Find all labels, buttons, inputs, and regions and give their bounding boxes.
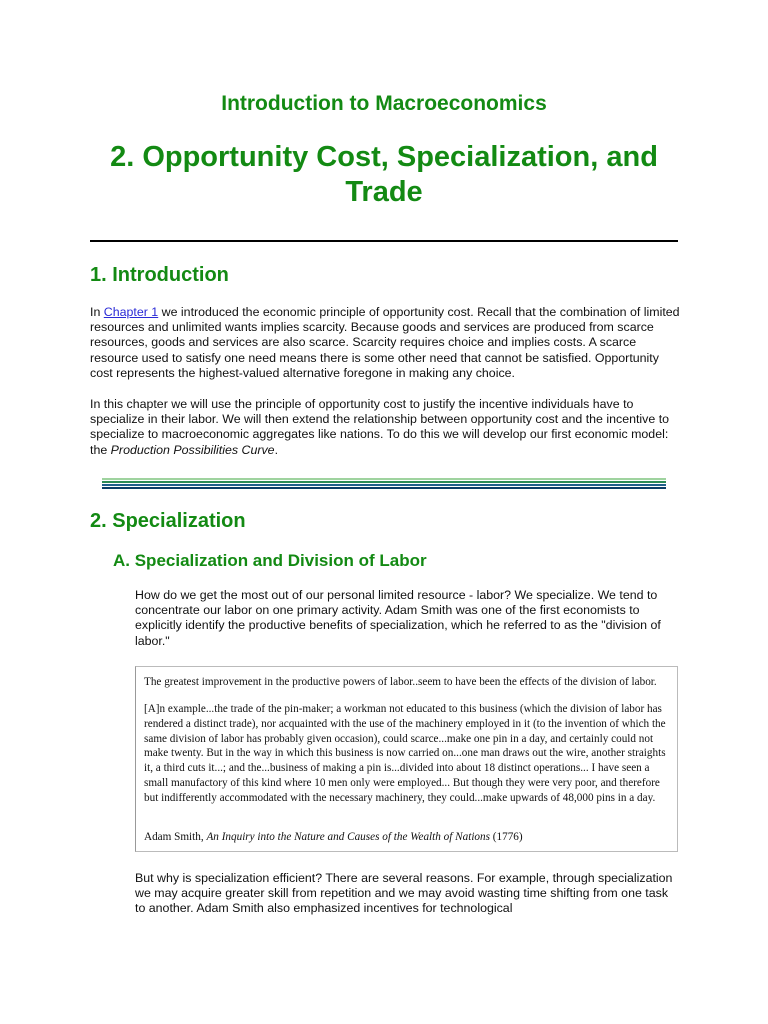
ppc-term: Production Possibilities Curve <box>110 442 275 457</box>
intro-p2-end: . <box>274 442 279 457</box>
intro-p1-body: we introduced the economic principle of opportunity cost. Recall that the combination of limited resources and unlimited wants implies scarcity. Because goods and services are produced from scarce resources, goods and services are also scarce. Scarcity requires choice and implies costs. A scarce resource used to satisfy one need means there is some other need that cannot be satisfied. Opportunity cost represents the highest-valued alternative foregone in making any choice. <box>90 305 680 380</box>
divider-line <box>102 487 666 489</box>
chapter-1-link[interactable]: Chapter 1 <box>103 305 159 319</box>
quote-book-title: An Inquiry into the Nature and Causes of the Wealth of Nations <box>206 831 490 843</box>
intro-paragraph-1 <box>90 305 680 381</box>
quote-paragraph: [A]n example...the trade of the pin-maker; a workman not educated to this business (which the division of labor has rendered a distinct trade), nor acquainted with the use of the machinery employed in it (to the invention of which the same division of labor has probably given occasion), could scarce...make one pin in a day, and certainly could not make twenty. But in the way in which this business is now carried on...one man draws out the wire, another straights it, a third cuts it...; and the...business of making a pin is...divided into about 18 distinct operations... I have seen a small manufactory of this kind where 10 men only were employed... But though they were very poor, and therefore but indifferently accommodated with the necessary machinery, they could...make upwards of 48,000 pins in a day. <box>144 703 666 804</box>
quote-attribution <box>144 830 671 845</box>
specialization-paragraph-1: How do we get the most out of our personal limited resource - labor? We specialize. We tend to concentrate our labor on one primary activity. Adam Smith was one of the first economists to explicitly identify the productive benefits of specialization, which he referred to as the "division of labor." <box>135 588 661 648</box>
intro-paragraph-2 <box>90 397 680 458</box>
divider-line <box>102 478 666 480</box>
intro-p2-body: In this chapter we will use the principle of opportunity cost to justify the incentive individuals have to specialize in their labor. We will then extend the relationship between opportunity cost and the incentive to specialize to macroeconomic aggregates like nations. To do this we will develop our first economic model: the <box>90 397 670 457</box>
intro-p1-prefix: In <box>90 305 104 319</box>
divider-line <box>102 484 666 486</box>
course-title: Introduction to Macroeconomics <box>221 92 547 115</box>
divider-line <box>102 481 666 483</box>
adam-smith-quote <box>135 666 678 852</box>
quote-year: (1776) <box>489 831 523 843</box>
section-divider <box>102 478 666 490</box>
chapter-title: 2. Opportunity Cost, Specialization, and Trade <box>110 141 658 208</box>
quote-author: Adam Smith, <box>144 831 207 843</box>
specialization-paragraph-2: But why is specialization efficient? There are several reasons. For example, through specialization we may acquire greater skill from repetition and we may avoid wasting time shifting from one task to another. Adam Smith also emphasized incentives for technological <box>135 871 673 916</box>
quote-line-1: The greatest improvement in the productive powers of labor..seem to have been the effects of the division of labor. <box>144 676 657 688</box>
section-heading-specialization: 2. Specialization <box>90 510 246 532</box>
title-divider <box>90 240 678 242</box>
subsection-heading-division-of-labor: A. Specialization and Division of Labor <box>113 551 427 570</box>
section-heading-introduction: 1. Introduction <box>90 264 229 286</box>
